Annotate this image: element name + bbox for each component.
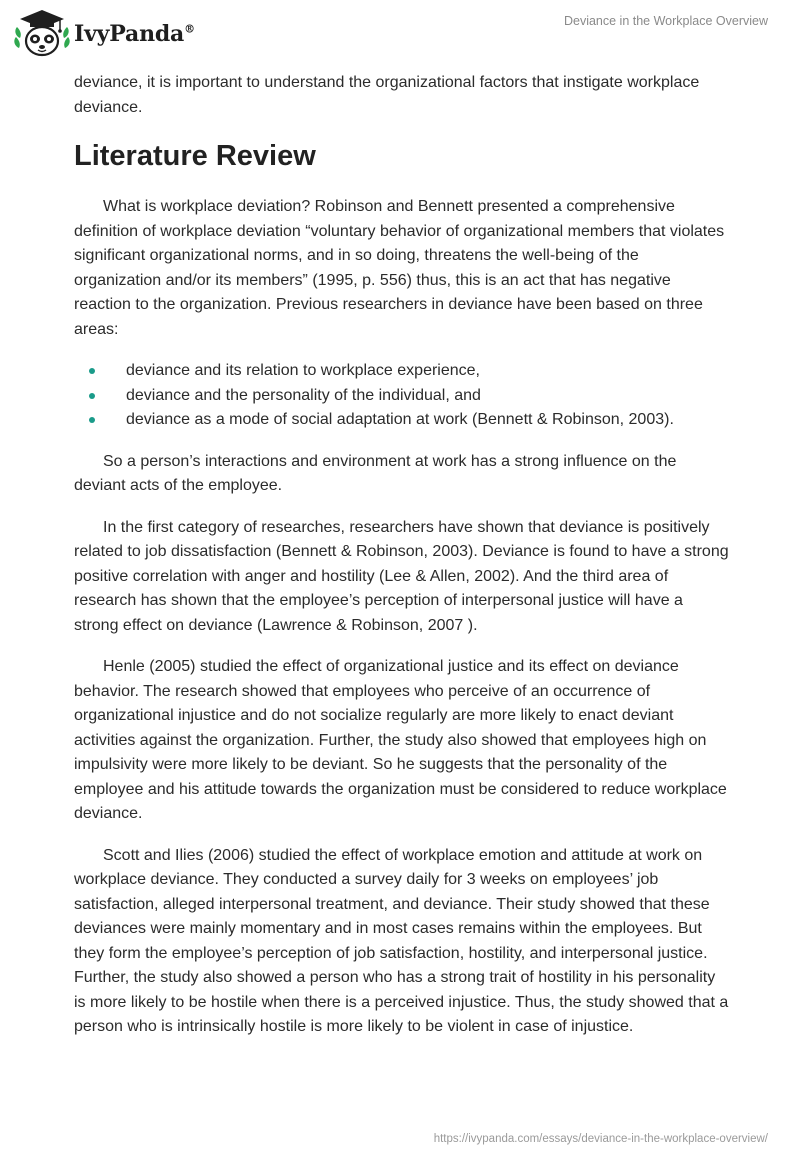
list-item bbox=[74, 408, 730, 433]
footer-url[interactable]: https://ivypanda.com/essays/deviance-in-the-workplace-overview/ bbox=[433, 1133, 768, 1145]
list-item-text: deviance as a mode of social adaptation at work (Bennett & Robinson, 2003). bbox=[126, 411, 674, 428]
paragraph-scott-ilies: Scott and Ilies (2006) studied the effect of workplace emotion and attitude at work on workplace deviance. They conducted a survey daily for 3 weeks on employees’ job satisfaction, alleged interpersonal treatment, and deviance. Their study showed that these deviances were mainly momentary and in most cases remains within the employees. But they form the employee’s perception of job satisfaction, hostility, and interpersonal justice. Further, the study also showed a person who has a strong trait of hostility in his personality is more likely to be hostile when there is a perceived injustice. Thus, the study showed that a person who is intrinsically hostile is more likely to be violent in case of injustice. bbox=[74, 846, 729, 1035]
document-title: Deviance in the Workplace Overview bbox=[563, 14, 768, 28]
research-areas-list bbox=[74, 359, 730, 433]
panda-logo-icon bbox=[14, 8, 70, 58]
paragraph-interactions: So a person’s interactions and environment at work has a strong influence on the deviant acts of the employee. bbox=[74, 452, 677, 494]
list-item bbox=[74, 384, 730, 409]
list-item bbox=[74, 359, 730, 384]
paragraph-definition: What is workplace deviation? Robinson and Bennett presented a comprehensive definition of workplace deviation “voluntary behavior of organizational members that violates significant organizational norms, and in so doing, threatens the well-being of the organization and/or its members” (1995, p. 556) thus, this is an act that has negative reaction to the organization. Previous researchers in deviance have been based on three areas: bbox=[74, 198, 725, 338]
bullet-icon bbox=[89, 417, 95, 423]
bullet-icon bbox=[89, 393, 95, 399]
paragraph-first-category: In the first category of researches, researchers have shown that deviance is positively related to job dissatisfaction (Bennett & Robinson, 2003). Deviance is found to have a strong positive correlation with anger and hostility (Lee & Allen, 2002). And the third area of research has shown that the employee’s perception of interpersonal justice will have a strong effect on deviance (Lawrence & Robinson, 2007 ). bbox=[74, 518, 729, 634]
brand-name: IvyPanda® bbox=[74, 21, 195, 47]
intro-continuation: deviance, it is important to understand the organizational factors that instigate workplace deviance. bbox=[74, 74, 700, 116]
paragraph-henle: Henle (2005) studied the effect of organizational justice and its effect on deviance behavior. The research showed that employees who perceive of an occurrence of organizational injustice and do not socialize regularly are more likely to enact deviant activities against the organization. Further, the study also showed that employees high on impulsivity were more likely to be deviant. So he suggests that the personality of the employee and his attitude towards the organization must be considered to reduce workplace deviance. bbox=[74, 658, 727, 822]
essay-content bbox=[74, 71, 730, 1057]
list-item-text: deviance and the personality of the individual, and bbox=[126, 386, 481, 404]
section-heading: Literature Review bbox=[74, 140, 316, 172]
ivypanda-logo[interactable] bbox=[14, 8, 195, 58]
bullet-icon bbox=[89, 368, 95, 374]
page-header bbox=[0, 0, 800, 70]
list-item-text: deviance and its relation to workplace experience, bbox=[126, 362, 480, 379]
